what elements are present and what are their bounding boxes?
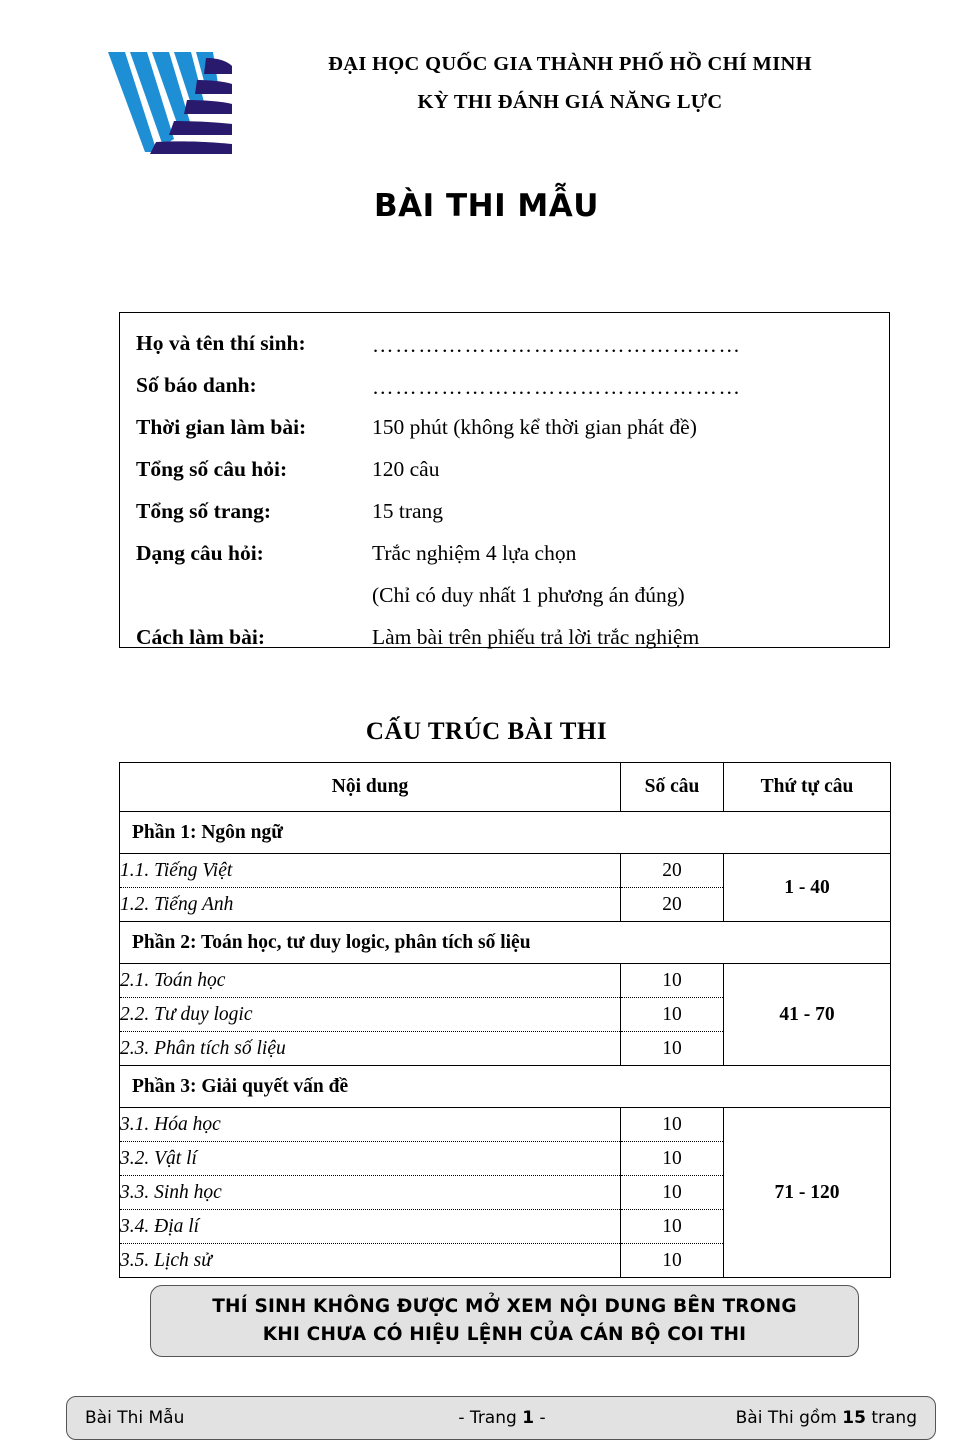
subject-count: 10 bbox=[621, 1244, 724, 1278]
info-value-total-questions: 120 câu bbox=[372, 457, 440, 481]
part-3-order-range: 71 - 120 bbox=[724, 1108, 891, 1278]
footer-page-suffix: - bbox=[534, 1408, 546, 1428]
column-header-content: Nội dung bbox=[120, 763, 621, 812]
table-row bbox=[120, 854, 891, 888]
info-row-total-questions bbox=[136, 457, 792, 499]
exam-program-name: KỲ THI ĐÁNH GIÁ NĂNG LỰC bbox=[417, 90, 723, 113]
subject-name: 3.1. Hóa học bbox=[120, 1108, 621, 1142]
footer-total-prefix: Bài Thi gồm bbox=[735, 1408, 843, 1428]
table-row bbox=[120, 1108, 891, 1142]
info-row-candidate-number bbox=[136, 373, 792, 415]
subject-count: 10 bbox=[621, 1142, 724, 1176]
info-field-full-name[interactable] bbox=[372, 331, 792, 373]
subject-name: 1.2. Tiếng Anh bbox=[120, 888, 621, 922]
info-value-question-type: Trắc nghiệm 4 lựa chọn bbox=[372, 541, 577, 565]
subject-name: 3.5. Lịch sử bbox=[120, 1244, 621, 1278]
info-row-method bbox=[136, 625, 792, 667]
header-title-block bbox=[250, 52, 890, 115]
candidate-info-box bbox=[119, 312, 890, 648]
info-row-name bbox=[136, 331, 792, 373]
dotted-leader: ………………………………………… bbox=[372, 375, 742, 399]
subject-count: 10 bbox=[621, 1108, 724, 1142]
info-value-method: Làm bài trên phiếu trả lời trắc nghiệm bbox=[372, 625, 700, 649]
subject-name: 1.1. Tiếng Việt bbox=[120, 854, 621, 888]
info-value-duration: 150 phút (không kể thời gian phát đề) bbox=[372, 415, 697, 439]
table-row-part-heading bbox=[120, 812, 891, 854]
footer-total-pages bbox=[736, 1408, 917, 1428]
exam-structure-table bbox=[119, 762, 891, 1278]
footer-total-number: 15 bbox=[842, 1408, 866, 1428]
vnu-hcm-logo-icon bbox=[100, 44, 240, 159]
document-header bbox=[0, 38, 973, 148]
part-2-heading: Phần 2: Toán học, tư duy logic, phân tích số liệu bbox=[120, 922, 891, 964]
footer-page-prefix: - Trang bbox=[458, 1408, 523, 1428]
dotted-leader: ………………………………………… bbox=[372, 333, 742, 357]
subject-name: 3.4. Địa lí bbox=[120, 1210, 621, 1244]
info-label-question-type: Dạng câu hỏi: bbox=[136, 541, 264, 565]
page-title: BÀI THI MẪU bbox=[374, 188, 599, 224]
footer-total-suffix: trang bbox=[865, 1408, 917, 1428]
subject-count: 20 bbox=[621, 888, 724, 922]
info-label-total-pages: Tổng số trang: bbox=[136, 499, 271, 523]
subject-name: 3.2. Vật lí bbox=[120, 1142, 621, 1176]
info-value-total-pages: 15 trang bbox=[372, 499, 444, 523]
subject-count: 10 bbox=[621, 1176, 724, 1210]
part-1-heading: Phần 1: Ngôn ngữ bbox=[120, 812, 891, 854]
subject-count: 10 bbox=[621, 964, 724, 998]
university-name: ĐẠI HỌC QUỐC GIA THÀNH PHỐ HỒ CHÍ MINH bbox=[328, 53, 812, 75]
structure-section-title: CẤU TRÚC BÀI THI bbox=[365, 718, 608, 745]
info-row-question-type bbox=[136, 541, 792, 583]
footer-page-number: 1 bbox=[522, 1408, 535, 1428]
info-label-full-name: Họ và tên thí sinh: bbox=[136, 331, 306, 355]
column-header-order: Thứ tự câu bbox=[724, 763, 891, 812]
subject-name: 3.3. Sinh học bbox=[120, 1176, 621, 1210]
table-row-part-heading bbox=[120, 1066, 891, 1108]
table-row-part-heading bbox=[120, 922, 891, 964]
info-label-candidate-number: Số báo danh: bbox=[136, 373, 257, 397]
candidate-info-table bbox=[136, 331, 792, 667]
warning-notice-box bbox=[150, 1285, 859, 1357]
subject-name: 2.1. Toán học bbox=[120, 964, 621, 998]
info-label-total-questions: Tổng số câu hỏi: bbox=[136, 457, 288, 481]
subject-name: 2.3. Phân tích số liệu bbox=[120, 1032, 621, 1066]
info-label-method: Cách làm bài: bbox=[136, 625, 265, 649]
subject-count: 20 bbox=[621, 854, 724, 888]
footer-exam-name: Bài Thi Mẫu bbox=[85, 1408, 185, 1428]
subject-count: 10 bbox=[621, 1210, 724, 1244]
info-row-question-type-note bbox=[136, 583, 792, 625]
part-1-order-range: 1 - 40 bbox=[724, 854, 891, 922]
info-field-candidate-number[interactable] bbox=[372, 373, 792, 415]
page-footer bbox=[66, 1396, 936, 1440]
table-header-row bbox=[120, 763, 891, 812]
table-row bbox=[120, 964, 891, 998]
info-value-question-type-note: (Chỉ có duy nhất 1 phương án đúng) bbox=[372, 583, 685, 607]
column-header-count: Số câu bbox=[621, 763, 724, 812]
info-row-total-pages bbox=[136, 499, 792, 541]
subject-count: 10 bbox=[621, 998, 724, 1032]
part-3-heading: Phần 3: Giải quyết vấn đề bbox=[120, 1066, 891, 1108]
subject-name: 2.2. Tư duy logic bbox=[120, 998, 621, 1032]
warning-line-2: KHI CHƯA CÓ HIỆU LỆNH CỦA CÁN BỘ COI THI bbox=[262, 1324, 747, 1345]
part-2-order-range: 41 - 70 bbox=[724, 964, 891, 1066]
subject-count: 10 bbox=[621, 1032, 724, 1066]
warning-line-1: THÍ SINH KHÔNG ĐƯỢC MỞ XEM NỘI DUNG BÊN TRONG bbox=[212, 1296, 797, 1318]
info-row-duration bbox=[136, 415, 792, 457]
info-label-blank bbox=[136, 583, 372, 625]
info-label-duration: Thời gian làm bài: bbox=[136, 415, 307, 439]
